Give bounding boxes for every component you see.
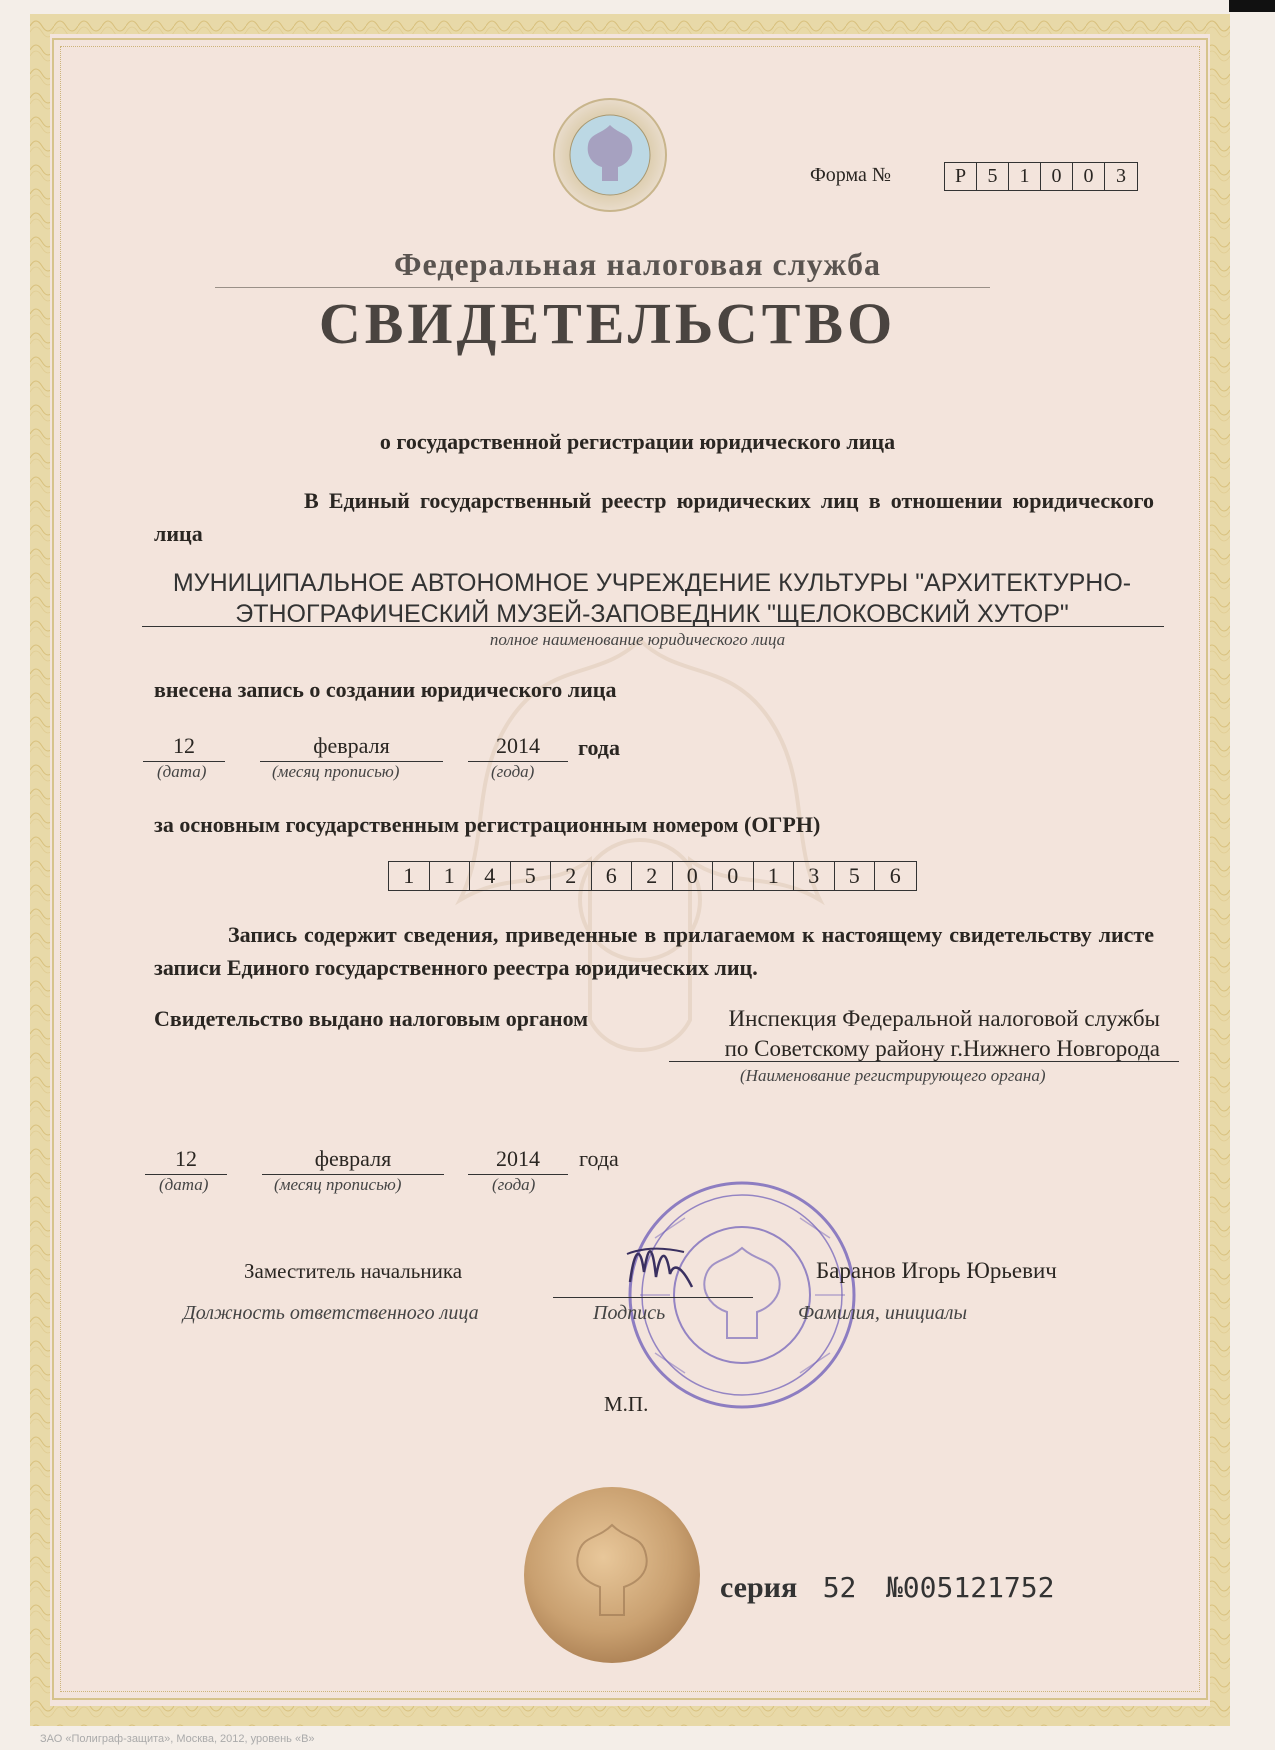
record-text: внесена запись о создании юридического лица: [154, 677, 617, 702]
signer-name: Баранов Игорь Юрьевич: [816, 1258, 1057, 1283]
form-code-cell: 1: [1009, 163, 1041, 190]
scan-edge: [1229, 0, 1275, 12]
gold-seal-icon: [522, 1485, 702, 1665]
hologram-emblem-icon: [540, 95, 680, 215]
issue-year-field: 2014: [468, 1146, 568, 1175]
ogrn-digit-cell: 2: [632, 862, 673, 890]
entity-underline: [142, 626, 1164, 627]
ogrn-digit-cell: 3: [794, 862, 835, 890]
record-day-caption: (дата): [157, 762, 207, 781]
form-code-cell: 3: [1116, 165, 1126, 187]
record-year-suffix: года: [578, 735, 620, 760]
certificate-number: №005121752: [885, 1571, 1055, 1604]
entity-caption: полное наименование юридического лица: [489, 630, 786, 649]
issuer-name: [660, 1004, 1160, 1064]
issue-day-caption: (дата): [159, 1175, 209, 1194]
seal-place-label: М.П.: [604, 1392, 649, 1416]
printer-imprint: ЗАО «Полиграф-защита», Москва, 2012, уровень «В»: [40, 1733, 315, 1745]
ogrn-digit-cell: 1: [389, 862, 430, 890]
series-label: серия: [720, 1571, 798, 1604]
record-year-field: 2014: [468, 733, 568, 762]
ogrn-digit-cell: 6: [592, 862, 633, 890]
serial-number: [720, 1571, 1055, 1605]
name-caption: Фамилия, инициалы: [798, 1302, 968, 1324]
intro-paragraph: В Единый государственный реестр юридических лиц в отношении юридического лица: [154, 488, 1154, 546]
organization-heading: Федеральная налоговая служба: [393, 246, 882, 282]
issuer-line-2: по Советскому району г.Нижнего Новгорода: [724, 1036, 1160, 1061]
entity-name: МУНИЦИПАЛЬНОЕ АВТОНОМНОЕ УЧРЕЖДЕНИЕ КУЛЬТУРЫ "АРХИТЕКТУРНО-ЭТНОГРАФИЧЕСКИЙ МУЗЕЙ-ЗАПОВЕДНИК "ЩЕЛОКОВСКИЙ ХУТОР": [172, 569, 1132, 628]
document-title: СВИДЕТЕЛЬСТВО: [318, 291, 897, 356]
record-month-field: февраля: [260, 733, 443, 762]
form-code-cell: Р: [945, 163, 977, 190]
ogrn-boxes: [388, 861, 917, 891]
form-code-cell: 5: [977, 163, 1009, 190]
ogrn-digit-cell: 2: [551, 862, 592, 890]
signature-scribble-icon: [622, 1232, 702, 1302]
ogrn-digit-cell: 0: [673, 862, 714, 890]
form-code-cell: 0: [1073, 163, 1105, 190]
issued-label: Свидетельство выдано налоговым органом: [154, 1006, 589, 1031]
ogrn-digit-cell: 5: [835, 862, 876, 890]
record-month-caption: (месяц прописью): [272, 762, 400, 781]
signer-position: Заместитель начальника: [244, 1259, 463, 1283]
issuer-line-1: Инспекция Федеральной налоговой службы: [728, 1006, 1160, 1031]
form-number-boxes: [944, 162, 1138, 191]
ogrn-digit-cell: 0: [713, 862, 754, 890]
ogrn-digit-cell: 5: [511, 862, 552, 890]
issue-year-caption: (года): [492, 1175, 536, 1194]
record-day-field: 12: [143, 733, 225, 762]
form-code-cell: 0: [1041, 163, 1073, 190]
heading-divider: [215, 287, 990, 288]
issue-year-suffix: года: [579, 1146, 619, 1171]
ogrn-digit-cell: 4: [470, 862, 511, 890]
ogrn-digit-cell: 6: [889, 863, 901, 888]
document-subtitle: о государственной регистрации юридического лица: [379, 429, 896, 454]
issue-day-field: 12: [145, 1146, 227, 1175]
issuer-underline: [669, 1061, 1179, 1062]
form-number-label: Форма №: [810, 164, 891, 186]
series-value: 52: [822, 1571, 857, 1604]
ogrn-digit-cell: 1: [754, 862, 795, 890]
ogrn-digit-cell: 1: [430, 862, 471, 890]
issue-month-caption: (месяц прописью): [274, 1175, 402, 1194]
position-caption: Должность ответственного лица: [183, 1302, 479, 1324]
record-year-caption: (года): [491, 762, 535, 781]
record-contains-paragraph: Запись содержит сведения, приведенные в прилагаемом к настоящему свидетельству листе записи Единого государственного реестра юридических лиц.: [154, 922, 1154, 980]
ogrn-label: за основным государственным регистрационным номером (ОГРН): [154, 812, 821, 837]
issue-month-field: февраля: [262, 1146, 444, 1175]
signature-line: [553, 1297, 753, 1298]
signature-caption: Подпись: [593, 1302, 666, 1324]
issuer-caption: (Наименование регистрирующего органа): [740, 1066, 1046, 1085]
